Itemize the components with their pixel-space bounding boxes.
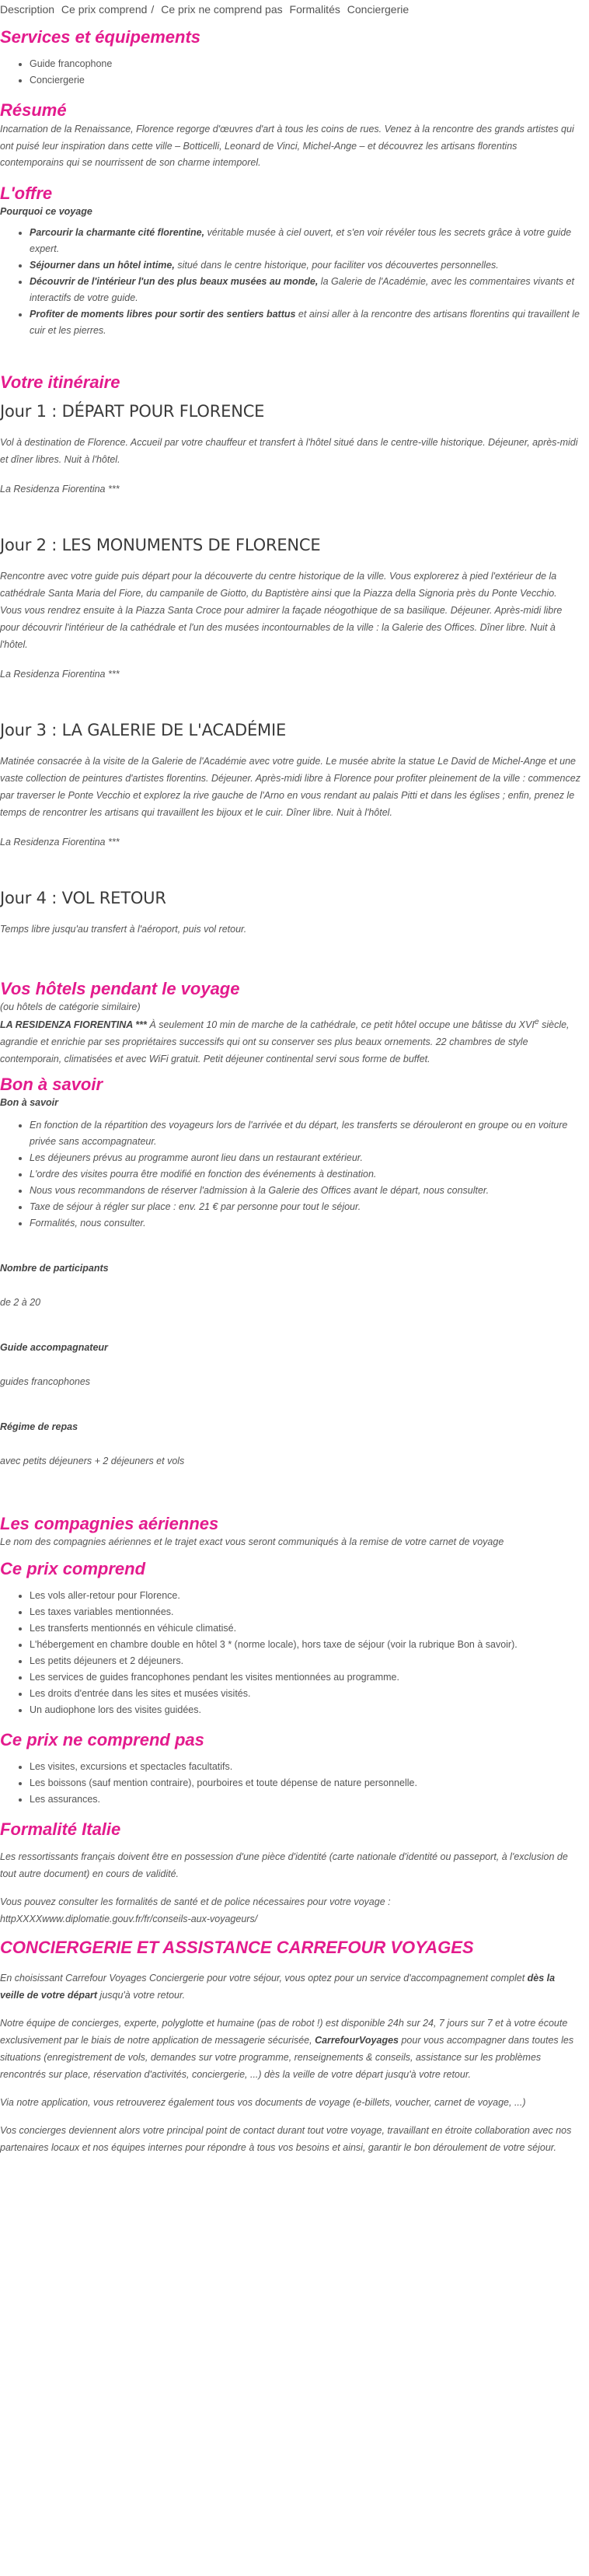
compagnies-title: Les compagnies aériennes	[0, 1513, 219, 1533]
list-item: • Les boissons (sauf mention contraire), pourboires et toute dépense de nature personnelle.	[30, 1775, 581, 1791]
conciergerie-p4: Vos concierges deviennent alors votre principal point de contact durant tout votre voyage, travaillant en étroite collaboration avec nos partenaires locaux et nos équipes internes pour répondre à tous vos besoins et ainsi, garantir le bon déroulement de votre séjour.	[0, 2124, 572, 2153]
conciergerie-title: CONCIERGERIE ET ASSISTANCE CARREFOUR VOYAGES	[0, 1937, 474, 1957]
participants-label: Nombre de participants	[0, 1262, 109, 1274]
tab-bar	[0, 0, 581, 17]
conciergerie-p1: En choisissant Carrefour Voyages Conciergerie pour votre séjour, vous optez pour un service d'accompagnement complet dès la veille de votre départ jusqu'à votre retour.	[0, 1972, 556, 2001]
list-item: • Les services de guides francophones pendant les visites mentionnées au programme.	[30, 1669, 581, 1686]
repas-label: Régime de repas	[0, 1421, 78, 1432]
services-list	[0, 56, 581, 89]
list-item: • Formalités, nous consulter.	[30, 1215, 581, 1232]
hotel-name: LA RESIDENZA FIORENTINA ***	[0, 1019, 147, 1030]
services-title: Services et équipements	[0, 27, 201, 47]
participants-value: de 2 à 20	[0, 1296, 41, 1308]
day-2-text: Rencontre avec votre guide puis départ pour la découverte du centre historique de la ville. Vous explorerez à pied l'extérieur de la cathédrale Santa Maria del Fiore, du campanile de Giotto, du Baptistère ainsi que la Piazza della Signoria près du Ponte Vecchio. Vous vous rendrez ensuite à la Piazza Santa Croce pour admirer la façade néogothique de sa basilique. Déjeuner. Après-midi libre pour découvrir l'intérieur de la cathédrale et l'un des musées incontournables de la ville : la Galerie des Offices. Dîner libre. Nuit à l'hôtel.	[0, 570, 563, 650]
list-item: • Séjourner dans un hôtel intime, situé dans le centre historique, pour faciliter vos découvertes personnelles.	[30, 257, 581, 274]
list-item: • Nous vous recommandons de réserver l'admission à la Galerie des Offices avant le départ, nous consulter.	[30, 1183, 581, 1199]
conciergerie-p3: Via notre application, vous retrouverez également tous vos documents de voyage (e-billets, voucher, carnet de voyage, ...)	[0, 2096, 526, 2108]
day-4-text: Temps libre jusqu'au transfert à l'aéroport, puis vol retour.	[0, 923, 247, 935]
list-item: • Conciergerie	[30, 72, 581, 89]
list-item: • Les assurances.	[30, 1791, 581, 1808]
day-3-hotel: La Residenza Fiorentina ***	[0, 836, 120, 848]
day-1-title: Jour 1 : DÉPART POUR FLORENCE	[0, 401, 265, 421]
resume-text: Incarnation de la Renaissance, Florence regorge d'œuvres d'art à tous les coins de rues. Venez à la rencontre des grands artistes qui ont puisé leur inspiration dans cette ville – Botticelli, Leonard de Vinci, Michel-Ange – et découvrez les artisans florentins contemporains qui se nourrissent de son charme intemporel.	[0, 124, 574, 168]
day-4-title: Jour 4 : VOL RETOUR	[0, 888, 166, 907]
ne-comprend-pas-list	[0, 1759, 581, 1808]
hotel-description: LA RESIDENZA FIORENTINA *** À seulement 10 min de marche de la cathédrale, ce petit hôtel occupe une bâtisse du XVIe siècle, agrandie et enrichie par ses propriétaires successifs qui ont su conserver ses plus beaux ornements. 22 chambres de style contemporain, climatisées et avec WiFi gratuit. Petit déjeuner continental servi sous forme de buffet.	[0, 1017, 570, 1064]
list-item: • Les droits d'entrée dans les sites et musées visités.	[30, 1686, 581, 1702]
list-item: • Parcourir la charmante cité florentine, véritable musée à ciel ouvert, et s'en voir révéler tous les secrets grâce à votre guide expert.	[30, 225, 581, 257]
formalite-text-1: Les ressortissants français doivent être en possession d'une pièce d'identité (carte nationale d'identité ou passeport, à l'exclusion de tout autre document) en cours de validité.	[0, 1851, 568, 1879]
list-item: • Les déjeuners prévus au programme auront lieu dans un restaurant extérieur.	[30, 1150, 581, 1166]
day-2-title: Jour 2 : LES MONUMENTS DE FLORENCE	[0, 535, 321, 554]
list-item: • Les taxes variables mentionnées.	[30, 1604, 581, 1620]
day-1-hotel: La Residenza Fiorentina ***	[0, 483, 120, 495]
list-item: • En fonction de la répartition des voyageurs lors de l'arrivée et du départ, les transferts se dérouleront en groupe ou en voiture privée sans accompagnateur.	[30, 1117, 581, 1150]
bon-a-savoir-list	[0, 1117, 581, 1232]
list-item: • Les visites, excursions et spectacles facultatifs.	[30, 1759, 581, 1775]
tab-formalites[interactable]: Formalités	[289, 3, 340, 16]
list-item: • Les vols aller-retour pour Florence.	[30, 1588, 581, 1604]
list-item: • Les petits déjeuners et 2 déjeuners.	[30, 1653, 581, 1669]
offre-list	[0, 225, 581, 339]
list-item: • Guide francophone	[30, 56, 581, 72]
ne-comprend-pas-title: Ce prix ne comprend pas	[0, 1729, 204, 1749]
guide-label: Guide accompagnateur	[0, 1341, 108, 1353]
tab-ce-prix-ne-comprend-pas[interactable]: Ce prix ne comprend pas	[161, 3, 283, 16]
comprend-title: Ce prix comprend	[0, 1558, 146, 1578]
day-3-title: Jour 3 : LA GALERIE DE L'ACADÉMIE	[0, 720, 287, 739]
conciergerie-p2: Notre équipe de concierges, experte, polyglotte et humaine (pas de robot !) est disponible 24h sur 24, 7 jours sur 7 et à votre écoute exclusivement par le biais de notre application de messagerie sécurisée, CarrefourVoyages pour vous accompagner dans toutes les situations (enregistrement de vols, demandes sur votre programme, renseignements & conseils, assistance sur les problèmes rencontrés sur place, réservation d'activités, conciergerie, ...) dès la veille de votre départ jusqu'à votre retour.	[0, 2017, 574, 2080]
resume-title: Résumé	[0, 100, 67, 120]
list-item: • L'hébergement en chambre double en hôtel 3 * (norme locale), hors taxe de séjour (voir la rubrique Bon à savoir).	[30, 1637, 581, 1653]
day-3-text: Matinée consacrée à la visite de la Galerie de l'Académie avec votre guide. Le musée abrite la statue Le David de Michel-Ange et une vaste collection de peintures d'artistes florentins. Déjeuner. Après-midi libre à Florence pour profiter pleinement de la ville : commencez par traverser le Ponte Vecchio et explorez la rive gauche de l'Arno en vous rendant au palais Pitti et dans les églises ; enfin, prenez le temps de rencontrer les artisans qui travaillent les bijoux et le cuir. Dîner libre. Nuit à l'hôtel.	[0, 755, 580, 818]
tab-separator: /	[151, 3, 155, 16]
itineraire-title: Votre itinéraire	[0, 372, 120, 392]
guide-value: guides francophones	[0, 1375, 91, 1387]
bon-a-savoir-subtitle: Bon à savoir	[0, 1096, 59, 1108]
formalite-title: Formalité Italie	[0, 1819, 121, 1839]
comprend-list	[0, 1588, 581, 1718]
repas-value: avec petits déjeuners + 2 déjeuners et vols	[0, 1455, 185, 1466]
list-item: • Profiter de moments libres pour sortir des sentiers battus et ainsi aller à la rencontre des artisans florentins qui travaillent le cuir et les pierres.	[30, 306, 581, 339]
tab-description[interactable]: Description	[0, 3, 55, 16]
tab-ce-prix-comprend[interactable]: Ce prix comprend	[61, 3, 148, 16]
hotels-subtitle: (ou hôtels de catégorie similaire)	[0, 1001, 141, 1012]
list-item: • Découvrir de l'intérieur l'un des plus beaux musées au monde, la Galerie de l'Académie, avec les commentaires vivants et interactifs de votre guide.	[30, 274, 581, 306]
offre-title: L'offre	[0, 183, 53, 203]
list-item: • L'ordre des visites pourra être modifié en fonction des événements à destination.	[30, 1166, 581, 1183]
bon-a-savoir-title: Bon à savoir	[0, 1074, 103, 1094]
compagnies-text: Le nom des compagnies aériennes et le trajet exact vous seront communiqués à la remise de votre carnet de voyage	[0, 1536, 504, 1547]
day-1-text: Vol à destination de Florence. Accueil par votre chauffeur et transfert à l'hôtel situé dans le centre-ville historique. Déjeuner, après-midi et dîner libres. Nuit à l'hôtel.	[0, 436, 578, 465]
offre-subtitle: Pourquoi ce voyage	[0, 205, 92, 217]
day-2-hotel: La Residenza Fiorentina ***	[0, 668, 120, 680]
hotels-title: Vos hôtels pendant le voyage	[0, 978, 240, 998]
list-item: • Taxe de séjour à régler sur place : env. 21 € par personne pour tout le séjour.	[30, 1199, 581, 1215]
list-item: • Un audiophone lors des visites guidées.	[30, 1702, 581, 1718]
tab-conciergerie[interactable]: Conciergerie	[347, 3, 410, 16]
formalite-text-2: Vous pouvez consulter les formalités de santé et de police nécessaires pour votre voyage : httpXXXXwww.diplomatie.gouv.fr/fr/conseils-aux-voyageurs/	[0, 1896, 391, 1924]
list-item: • Les transferts mentionnés en véhicule climatisé.	[30, 1620, 581, 1637]
